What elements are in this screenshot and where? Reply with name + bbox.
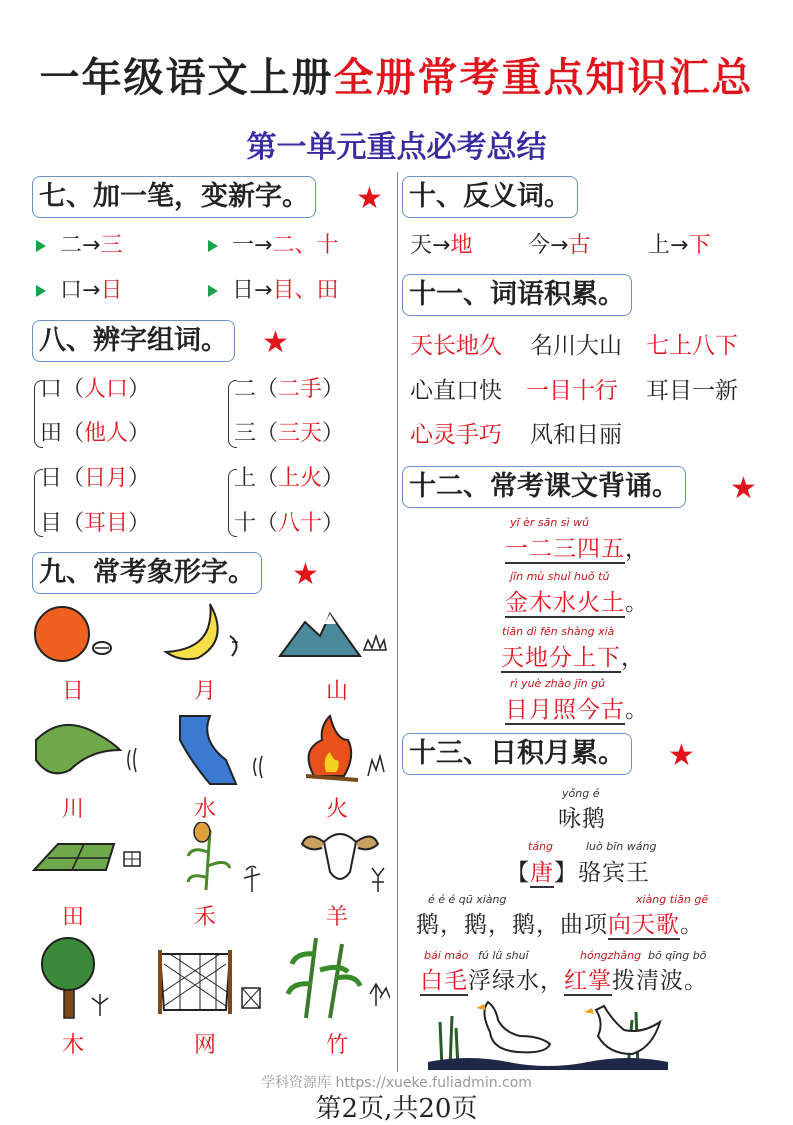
star-icon: ★ xyxy=(668,738,695,773)
page-title xyxy=(0,46,793,103)
recitation-line: 日月照今古。 xyxy=(505,697,649,723)
antonym-pair: 今→古 xyxy=(528,233,591,258)
idiom: 心灵手巧 xyxy=(410,422,502,448)
source-footer: 学科资源库 https://xueke.fuliadmin.com xyxy=(261,1075,532,1091)
fire-icon xyxy=(306,716,358,780)
pictograph-caption: 网 xyxy=(193,1033,216,1058)
geese-illustration xyxy=(428,992,668,1070)
field-icon xyxy=(34,844,114,870)
poem-line-1: 鹅，鹅，鹅，曲项向天歌。 xyxy=(416,912,704,938)
field-glyph-icon xyxy=(124,852,140,866)
pinyin: fú lǜ shuǐ xyxy=(478,949,529,962)
pinyin: tiān dì fēn shàng xià xyxy=(502,625,615,638)
page-number: 第2页,共20页 xyxy=(315,1094,478,1124)
star-icon: ★ xyxy=(730,471,757,506)
goose-icon xyxy=(476,1002,550,1052)
mountain-icon xyxy=(280,614,360,656)
section-12-heading: 十二、常考课文背诵。 xyxy=(402,466,686,508)
antonym-pair: 天→地 xyxy=(410,233,473,258)
sheep-glyph-icon xyxy=(372,868,384,892)
idiom: 风和日丽 xyxy=(530,422,622,448)
poem-title: 咏鹅 xyxy=(558,806,606,832)
s8-word: 二（二手） xyxy=(234,377,345,402)
idiom: 一目十行 xyxy=(526,378,618,404)
pinyin: táng xyxy=(528,840,554,853)
poem-line-2: 白毛浮绿水，红掌拨清波。 xyxy=(420,968,708,994)
column-divider xyxy=(397,172,398,1072)
antonym-pair: 上→下 xyxy=(648,233,711,258)
pinyin: bái máo xyxy=(424,949,469,962)
s7-item-1: 二→三 xyxy=(36,232,122,260)
idiom: 名川大山 xyxy=(530,333,622,359)
bamboo-icon xyxy=(288,938,360,1018)
river-glyph-icon xyxy=(128,748,136,772)
s7-item-3: 口→日 xyxy=(36,277,122,305)
section-9-heading: 九、常考象形字。 xyxy=(32,552,262,594)
pinyin: yǒng é xyxy=(562,787,600,800)
section-13-heading: 十三、日积月累。 xyxy=(402,733,632,775)
s8-word: 口（人口） xyxy=(40,377,151,402)
triangle-bullet-icon xyxy=(208,285,218,297)
s8-word: 日（日月） xyxy=(40,466,151,491)
net-glyph-icon xyxy=(242,988,260,1008)
recitation-line: 金木水火土。 xyxy=(505,590,649,616)
fire-glyph-icon xyxy=(368,756,384,776)
pinyin: é é é qū xiàng xyxy=(428,893,507,906)
s7-item-2: 一→二、十 xyxy=(208,232,338,260)
tree-icon xyxy=(42,938,94,1018)
idiom: 七上八下 xyxy=(646,333,738,359)
pictograph-caption: 月 xyxy=(193,679,216,704)
pinyin: bō qīng bō xyxy=(648,949,707,962)
sun-glyph-icon xyxy=(93,642,111,654)
pinyin: jīn mù shuǐ huǒ tǔ xyxy=(510,570,610,583)
pictograph-caption: 日 xyxy=(61,679,84,704)
recitation-line: 天地分上下， xyxy=(501,645,645,671)
pinyin: xiàng tiān gē xyxy=(636,893,709,906)
pictograph-row-3 xyxy=(30,822,390,894)
pictograph-row-4 xyxy=(30,934,390,1022)
mountain-glyph-icon xyxy=(364,636,386,650)
sun-icon xyxy=(35,607,89,661)
title-red: 全册常考重点知识汇总 xyxy=(333,55,754,101)
s8-word: 三（三天） xyxy=(234,421,345,446)
tree-glyph-icon xyxy=(92,994,108,1016)
pictograph-caption: 木 xyxy=(61,1033,84,1058)
section-8-heading: 八、辨字组词。 xyxy=(32,320,235,362)
pictograph-caption: 禾 xyxy=(193,905,216,930)
pictograph-caption: 火 xyxy=(325,797,348,822)
goose-icon xyxy=(584,1006,660,1054)
idiom: 天长地久 xyxy=(410,333,502,359)
title-black: 一年级语文上册 xyxy=(39,55,334,101)
river-icon xyxy=(36,725,120,773)
triangle-bullet-icon xyxy=(208,240,218,252)
moon-icon xyxy=(166,604,218,659)
water-glyph-icon xyxy=(254,756,262,778)
star-icon: ★ xyxy=(356,181,383,216)
bamboo-glyph-icon xyxy=(370,984,390,1006)
s8-word: 上（上火） xyxy=(234,466,345,491)
s8-word: 目（耳目） xyxy=(40,511,151,536)
pictograph-caption: 山 xyxy=(325,679,348,704)
pinyin: luò bīn wáng xyxy=(586,840,657,853)
water-icon xyxy=(180,716,236,784)
pinyin: yī èr sān sì wǔ xyxy=(510,516,590,529)
idiom: 心直口快 xyxy=(410,378,502,404)
triangle-bullet-icon xyxy=(36,240,46,252)
grain-glyph-icon xyxy=(244,866,260,892)
section-11-heading: 十一、词语积累。 xyxy=(402,274,632,316)
sheep-icon xyxy=(302,834,378,879)
recitation-line: 一二三四五， xyxy=(505,536,649,562)
s7-item-4: 日→目、田 xyxy=(208,277,338,305)
idiom: 耳目一新 xyxy=(646,378,738,404)
grain-icon xyxy=(188,822,230,890)
pinyin: rì yuè zhào jīn gǔ xyxy=(510,677,606,690)
section-7-heading: 七、加一笔，变新字。 xyxy=(32,176,316,218)
water-ripples-icon xyxy=(428,1058,668,1070)
unit-subtitle: 第一单元重点必考总结 xyxy=(246,130,547,165)
s8-word: 十（八十） xyxy=(234,511,345,536)
moon-glyph-icon xyxy=(230,636,238,656)
star-icon: ★ xyxy=(292,557,319,592)
s8-word: 田（他人） xyxy=(40,421,151,446)
pictograph-row-1 xyxy=(30,600,390,670)
pinyin: hóngzhǎng xyxy=(580,949,642,962)
pictograph-caption: 水 xyxy=(193,797,216,822)
net-icon xyxy=(160,950,230,1014)
pictograph-caption: 田 xyxy=(61,905,84,930)
star-icon: ★ xyxy=(262,325,289,360)
pictograph-row-2 xyxy=(30,710,390,790)
pictograph-caption: 川 xyxy=(61,797,84,822)
poem-author: 【唐】骆宾王 xyxy=(506,860,650,886)
pictograph-caption: 羊 xyxy=(325,905,348,930)
section-10-heading: 十、反义词。 xyxy=(402,176,578,218)
pictograph-caption: 竹 xyxy=(325,1033,348,1058)
triangle-bullet-icon xyxy=(36,285,46,297)
